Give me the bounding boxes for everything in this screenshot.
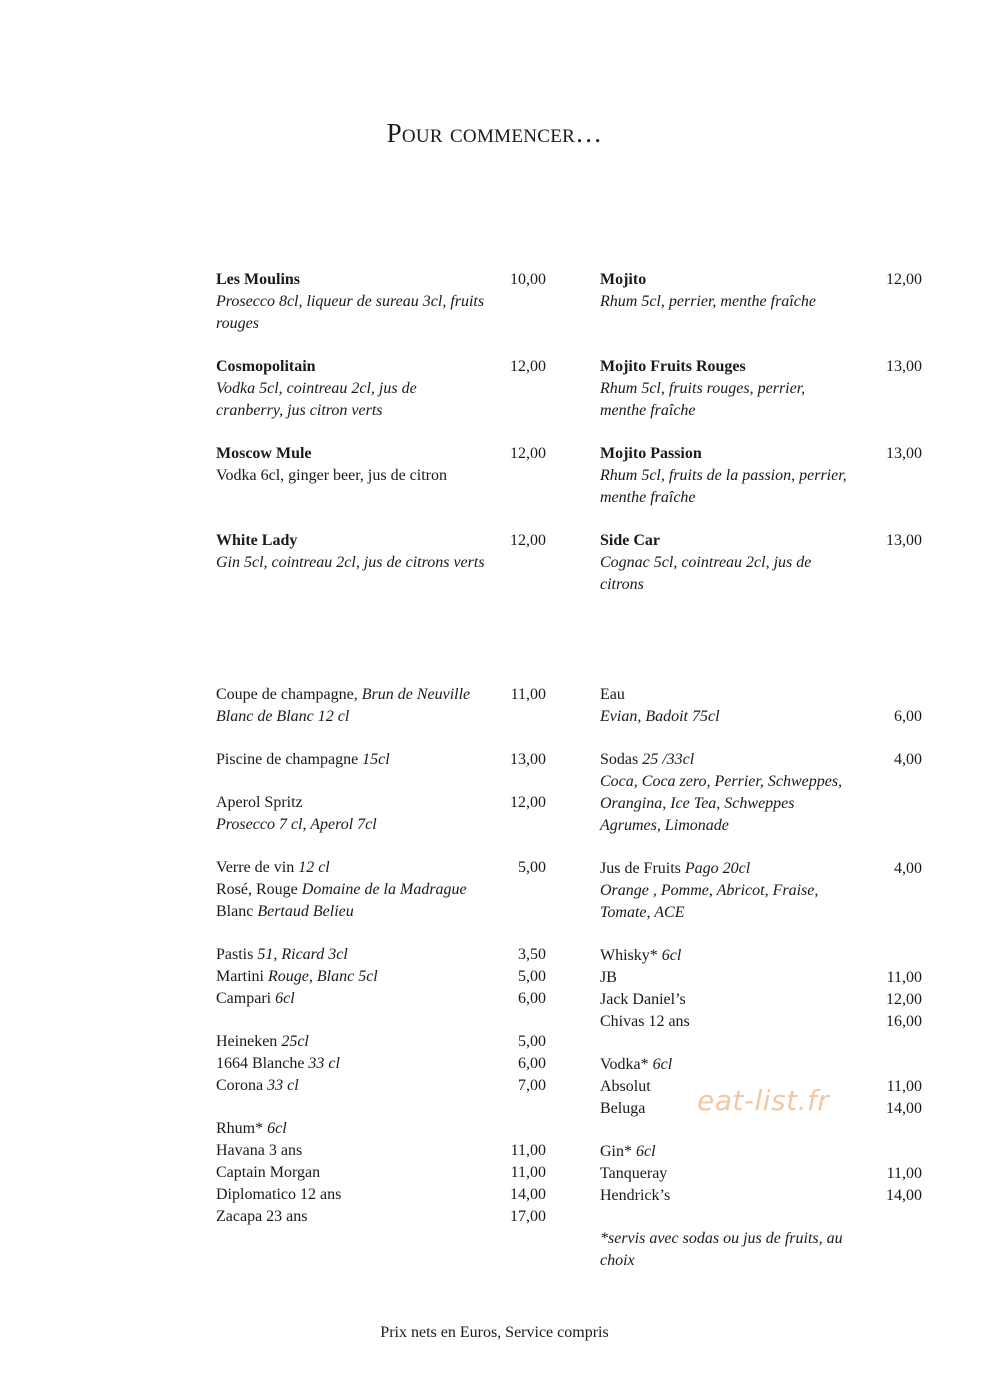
item-name: Diplomatico 12 ans	[216, 1186, 342, 1203]
item-name: Chivas 12 ans	[600, 1013, 690, 1030]
item-name: Mojito	[600, 271, 647, 288]
item-price: 14,00	[886, 1187, 922, 1204]
menu-item	[216, 356, 546, 422]
item-name: Les Moulins	[216, 271, 301, 288]
item-description: Rhum 5cl, fruits de la passion, perrier, menthe fraîche	[600, 467, 847, 506]
item-description: Prosecco 7 cl, Aperol 7cl	[216, 816, 377, 833]
item-price: 14,00	[510, 1186, 546, 1203]
item-price: 7,00	[518, 1077, 546, 1094]
menu-item	[216, 530, 546, 574]
item-price: 12,00	[510, 445, 546, 462]
item-name: Verre de vin	[216, 859, 299, 876]
item-price: 11,00	[510, 686, 546, 703]
item-detail: Domaine de la Madrague	[301, 881, 467, 898]
menu-item	[600, 1185, 922, 1207]
item-price: 10,00	[510, 271, 546, 288]
item-name: Zacapa 23 ans	[216, 1208, 308, 1225]
item-name: Hendrick’s	[600, 1187, 671, 1204]
item-description: Vodka 6cl, ginger beer, jus de citron	[216, 467, 447, 484]
item-price: 11,00	[510, 1142, 546, 1159]
item-name: Piscine de champagne	[216, 751, 363, 768]
item-name: Havana 3 ans	[216, 1142, 303, 1159]
item-name: Sodas	[600, 751, 643, 768]
menu-item	[216, 857, 546, 923]
menu-item	[600, 530, 922, 596]
menu-item	[600, 989, 922, 1011]
page-title: Pour commencer…	[386, 118, 603, 148]
menu-item	[216, 684, 546, 728]
item-price: 4,00	[894, 751, 922, 768]
item-description: Blanc de Blanc 12 cl	[216, 708, 350, 725]
item-name: Cosmopolitain	[216, 358, 316, 375]
item-description: Coca, Coca zero, Perrier, Schweppes, Orangina, Ice Tea, Schweppes Agrumes, Limonade	[600, 773, 843, 834]
item-detail: Rouge, Blanc 5cl	[268, 968, 378, 985]
item-description: Evian, Badoit 75cl	[600, 708, 720, 725]
item-name: Side Car	[600, 532, 660, 549]
item-price: 12,00	[886, 271, 922, 288]
item-price: 11,00	[886, 969, 922, 986]
item-price: 5,00	[518, 1033, 546, 1050]
item-description: Vodka 5cl, cointreau 2cl, jus de cranberry, jus citron verts	[216, 380, 417, 419]
item-detail: Pago 20cl	[684, 860, 751, 877]
item-detail: 33 cl	[308, 1055, 340, 1072]
item-price: 16,00	[886, 1013, 922, 1030]
item-name: Corona	[216, 1077, 268, 1094]
menu-item	[600, 1163, 922, 1185]
item-name: Mojito Fruits Rouges	[600, 358, 746, 375]
section-heading: Vodka* 6cl	[600, 1056, 673, 1073]
item-name: Eau	[600, 686, 625, 703]
item-detail: Bertaud Belieu	[257, 903, 354, 920]
menu-item	[216, 1140, 546, 1162]
item-price: 13,00	[886, 445, 922, 462]
menu-item	[216, 1031, 546, 1053]
section-heading: Whisky* 6cl	[600, 947, 682, 964]
menu-item	[216, 966, 546, 988]
item-price: 5,00	[518, 859, 546, 876]
item-price: 12,00	[510, 794, 546, 811]
menu-item	[216, 944, 546, 966]
menu-item	[216, 1206, 546, 1228]
item-price: 11,00	[886, 1165, 922, 1182]
item-price: 3,50	[518, 946, 546, 963]
item-name: Absolut	[600, 1078, 651, 1095]
drinks-right-column	[600, 684, 922, 1272]
item-detail: 15cl	[362, 751, 390, 768]
menu-item	[600, 1011, 922, 1033]
menu-item	[216, 269, 546, 335]
item-description: Gin 5cl, cointreau 2cl, jus de citrons verts	[216, 554, 485, 571]
item-description: Rhum 5cl, perrier, menthe fraîche	[600, 293, 816, 310]
item-price: 13,00	[886, 532, 922, 549]
menu-item	[216, 1162, 546, 1184]
footer-note: Prix nets en Euros, Service compris	[380, 1324, 609, 1341]
item-description: Cognac 5cl, cointreau 2cl, jus de citrons	[600, 554, 812, 593]
item-name: Jus de Fruits	[600, 860, 685, 877]
menu-item	[600, 269, 922, 313]
item-price: 11,00	[886, 1078, 922, 1095]
item-price: 17,00	[510, 1208, 546, 1225]
item-name: Campari	[216, 990, 276, 1007]
item-name: Martini	[216, 968, 268, 985]
footnote: *servis avec sodas ou jus de fruits, au choix	[600, 1230, 843, 1269]
item-name: Tanqueray	[600, 1165, 668, 1182]
watermark: eat-list.fr	[697, 1084, 830, 1117]
item-name: Captain Morgan	[216, 1164, 321, 1181]
item-name: JB	[600, 969, 617, 986]
item-price: 13,00	[510, 751, 546, 768]
menu-item	[600, 443, 922, 509]
item-name: Mojito Passion	[600, 445, 702, 462]
item-name: Aperol Spritz	[216, 794, 303, 811]
item-detail: 25 /33cl	[642, 751, 695, 768]
cocktails-right-column	[600, 269, 922, 596]
item-price: 13,00	[886, 358, 922, 375]
cocktails-left-column	[216, 269, 546, 574]
menu-item	[600, 858, 922, 924]
item-price: 11,00	[510, 1164, 546, 1181]
menu-item	[216, 1075, 546, 1097]
menu-item	[600, 684, 922, 728]
item-name: Beluga	[600, 1100, 646, 1117]
item-detail: 12 cl	[298, 859, 330, 876]
item-price: 14,00	[886, 1100, 922, 1117]
item-name: 1664 Blanche	[216, 1055, 309, 1072]
menu-item	[600, 967, 922, 989]
item-detail: 33 cl	[267, 1077, 299, 1094]
menu-item	[216, 988, 546, 1010]
menu-item	[216, 443, 546, 487]
item-description: Rhum 5cl, fruits rouges, perrier, menthe fraîche	[600, 380, 806, 419]
item-price: 6,00	[518, 990, 546, 1007]
item-detail: 25cl	[281, 1033, 309, 1050]
item-price: 12,00	[510, 532, 546, 549]
item-detail: 51, Ricard 3cl	[257, 946, 348, 963]
item-description: Orange , Pomme, Abricot, Fraise, Tomate, ACE	[600, 882, 819, 921]
item-name: Moscow Mule	[216, 445, 312, 462]
item-price: 6,00	[894, 708, 922, 725]
item-detail: Brun de Neuville	[361, 686, 471, 703]
menu-item	[216, 749, 546, 771]
section-heading: Gin* 6cl	[600, 1143, 656, 1160]
menu-item	[216, 792, 546, 836]
item-description: Prosecco 8cl, liqueur de sureau 3cl, fruits rouges	[216, 293, 485, 332]
item-line: Blanc	[216, 903, 258, 920]
item-price: 12,00	[510, 358, 546, 375]
menu-item	[600, 749, 922, 837]
item-detail: 6cl	[275, 990, 295, 1007]
item-price: 12,00	[886, 991, 922, 1008]
item-name: Heineken	[216, 1033, 282, 1050]
menu-item	[600, 356, 922, 422]
menu-item	[216, 1053, 546, 1075]
item-name: Jack Daniel’s	[600, 991, 686, 1008]
item-price: 5,00	[518, 968, 546, 985]
item-name: Pastis	[216, 946, 258, 963]
item-name: Coupe de champagne,	[216, 686, 362, 703]
item-name: White Lady	[216, 532, 298, 549]
menu-item	[216, 1184, 546, 1206]
item-price: 4,00	[894, 860, 922, 877]
section-heading: Rhum* 6cl	[216, 1120, 287, 1137]
drinks-left-column	[216, 684, 546, 1228]
item-line: Rosé, Rouge	[216, 881, 302, 898]
item-price: 6,00	[518, 1055, 546, 1072]
